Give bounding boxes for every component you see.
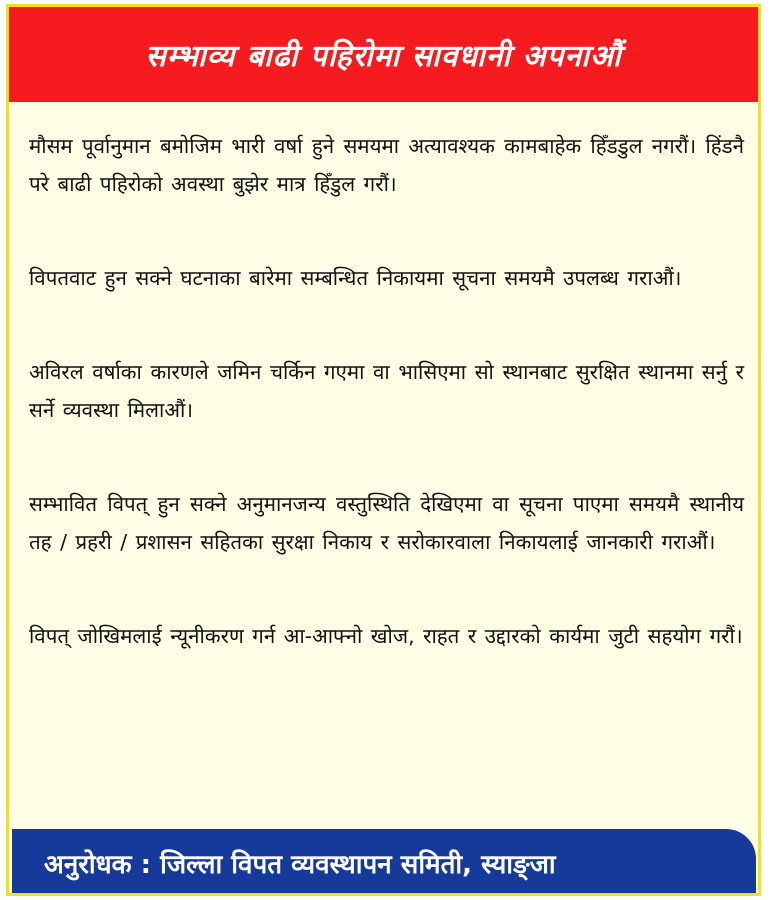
paragraph-cooperation: विपत् जोखिमलाई न्यूनीकरण गर्न आ-आफ्नो खोज, राहत र उद्दारको कार्यमा जुटी सहयोग गरौं। [29,624,743,648]
paragraph-report-info: विपतवाट हुन सक्ने घटनाका बारेमा सम्बन्धित निकायमा सूचना समयमै उपलब्ध गराऔं। [29,266,682,290]
paragraph-notify-authorities: सम्भावित विपत् हुन सक्ने अनुमानजन्य वस्तुस्थिति देखिएमा वा सूचना पाएमा समयमै स्थानीय तह / प्रहरी / प्रशासन सहितका सुरक्षा निकाय र सरोकारवाला निकायलाई जानकारी गराऔं। [29,492,744,554]
requester-credit: अनुरोधक : जिल्ला विपत व्यवस्थापन समिती, स्याङ्जा [44,849,556,880]
notice-poster [6,4,761,896]
poster-title: सम्भाव्य बाढी पहिरोमा सावधानी अपनाऔं [145,39,622,74]
paragraph-relocation: अविरल वर्षाका कारणले जमिन चर्किन गएमा वा भासिएमा सो स्थानबाट सुरक्षित स्थानमा सर्नु र सर्ने व्यवस्था मिलाऔं। [29,360,744,422]
notice-body [29,127,744,655]
header-banner [9,7,758,102]
paragraph-travel-advice: मौसम पूर्वानुमान बमोजिम भारी वर्षा हुने समयमा अत्यावश्यक कामबाहेक हिँडडुल नगरौं। हिंडनै परे बाढी पहिरोको अवस्था बुझेर मात्र हिँडुल गरौं। [29,134,744,196]
footer-banner [12,829,756,896]
